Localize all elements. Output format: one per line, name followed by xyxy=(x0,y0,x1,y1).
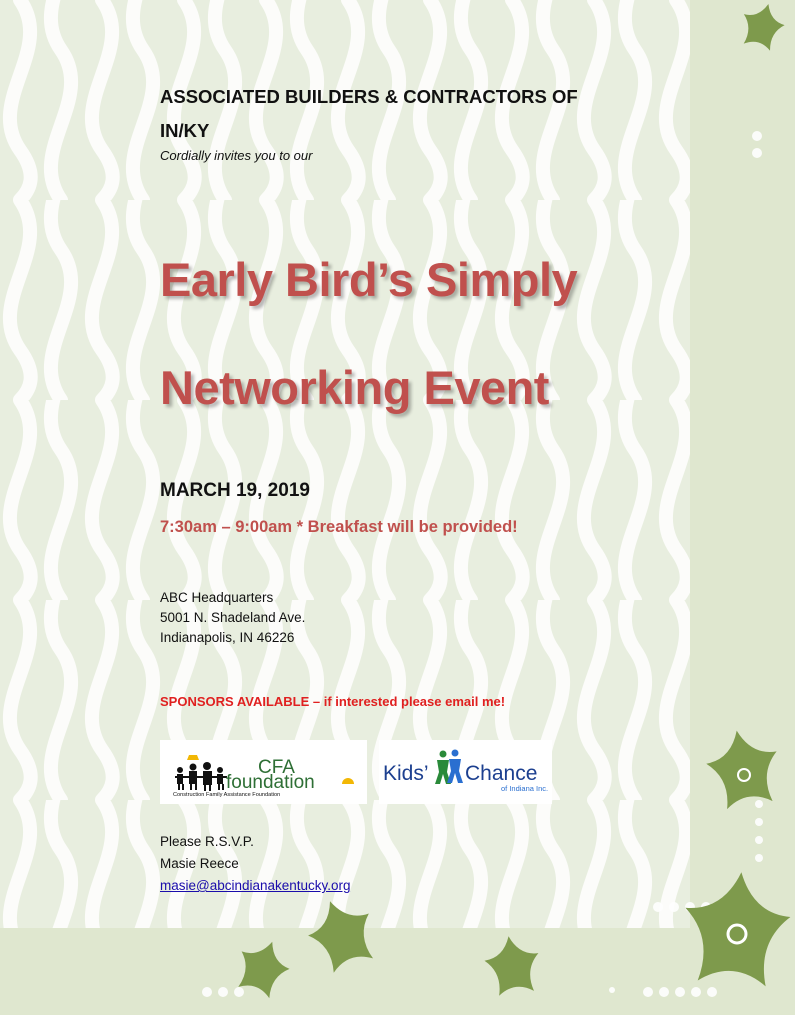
sponsors-notice: SPONSORS AVAILABLE – if interested please email me! xyxy=(160,694,506,709)
invite-line: Cordially invites you to our xyxy=(160,148,313,163)
cfa-logo-graphic xyxy=(160,740,367,804)
event-title-line-1: Early Bird’s Simply xyxy=(160,253,578,306)
rsvp-email-link[interactable]: masie@abcindianakentucky.org xyxy=(160,878,351,893)
organization-name: ASSOCIATED BUILDERS & CONTRACTORS OF IN/KY xyxy=(160,86,578,141)
bottom-panel xyxy=(0,928,795,1015)
event-title-line-2: Networking Event xyxy=(160,361,549,414)
cfa-subtitle: Construction Family Assistance Foundation xyxy=(173,792,281,798)
foundation-word: foundation xyxy=(226,772,315,793)
right-panel xyxy=(690,0,795,1015)
chance-word: Chance xyxy=(465,762,538,785)
venue-city: Indianapolis, IN 46226 xyxy=(160,630,295,645)
kids-chance-logo xyxy=(379,740,552,804)
kids-word: Kids’ xyxy=(383,762,429,785)
family-figures-icon xyxy=(175,755,227,791)
kids-chance-logo-graphic xyxy=(379,740,552,804)
venue-street: 5001 N. Shadeland Ave. xyxy=(160,610,306,625)
rsvp-contact: Masie Reece xyxy=(160,856,239,871)
venue-name: ABC Headquarters xyxy=(160,590,274,605)
event-time: 7:30am – 9:00am * Breakfast will be provided! xyxy=(160,518,518,536)
cfa-word: CFA xyxy=(258,757,295,778)
event-address xyxy=(160,588,305,648)
sun-icon xyxy=(342,778,354,784)
rsvp-block xyxy=(160,831,351,897)
rsvp-line: Please R.S.V.P. xyxy=(160,834,254,849)
kids-chance-subtitle: of Indiana Inc. xyxy=(501,784,549,793)
children-figures-icon xyxy=(435,750,463,785)
cfa-foundation-logo xyxy=(160,740,367,804)
event-date: MARCH 19, 2019 xyxy=(160,480,310,501)
